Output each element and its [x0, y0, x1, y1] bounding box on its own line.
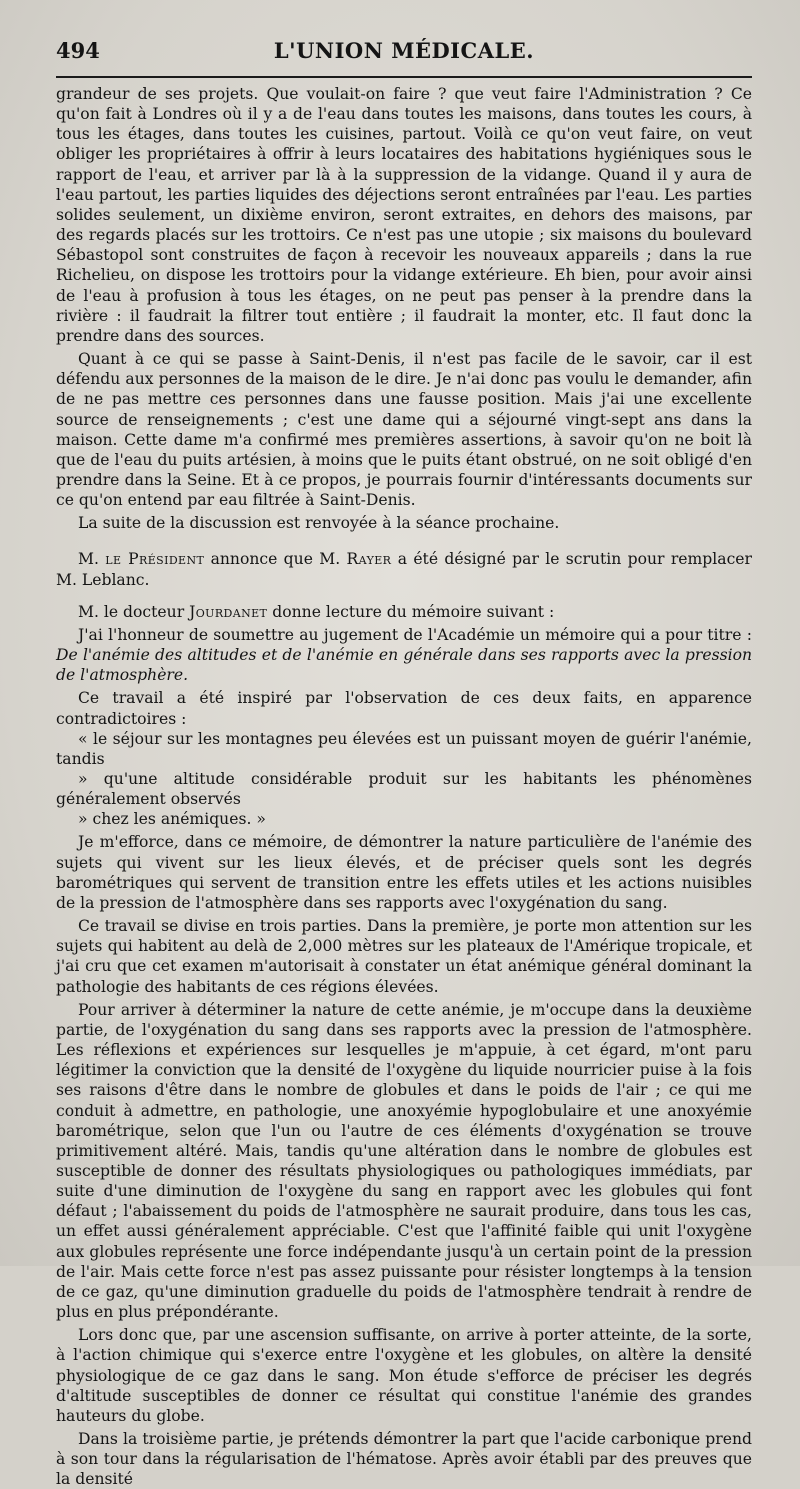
paragraph-objective: Je m'efforce, dans ce mémoire, de démontrer la nature particulière de l'anémie des sujets qui vivent sur les lieux élevés, et de préciser quels sont les degrés barométriques qui servent de transition entre les effets utiles et les actions nuisibles de la pression de l'atmosphère dans ses rapports avec l'oxygénation du sang.	[56, 833, 752, 912]
running-title: L'UNION MÉDICALE.	[273, 38, 535, 63]
paragraph-memoir-title	[56, 625, 752, 685]
paragraph-part-two: Pour arriver à déterminer la nature de cette anémie, je m'occupe dans la deuxième partie, de l'oxygénation du sang dans ses rapports avec la pression de l'atmosphère. Les réflexions et expériences sur lesquelles je m'appuie, à cet égard, m'ont paru légitimer la conviction que la densité de l'oxygène du liquide nourricier puise à la fois ses raisons d'être dans le nombre de globules et dans le poids de l'air ; ce qui me conduit à admettre, en pathologie, une anoxyémie hypoglobulaire et une anoxyémie barométrique, selon que l'un ou l'autre de ces éléments d'oxygénation se trouve primitivement altéré. Mais, tandis qu'une altération dans le nombre de globules est susceptible de donner des résultats physiologiques ou pathologiques immédiats, par suite d'une diminution de l'oxygène du sang en rapport avec les globules qui font défaut ; l'abaissement du poids de l'atmosphère ne saurait produire, dans tous les cas, un effet aussi généralement appréciable. C'est que l'affinité faible qui unit l'oxygène aux globules représente une force indépendante jusqu'à un certain point de la pression de l'air. Mais cette force n'est pas assez puissante pour résister longtemps à la tension de ce gaz, qu'une diminution graduelle du poids de l'atmosphère tendrait à rendre de plus en plus prépondérante.	[56, 1000, 752, 1322]
paragraph-president-announcement	[56, 549, 752, 589]
paragraph-continuation: grandeur de ses projets. Que voulait-on faire ? que veut faire l'Administration ? Ce qu'on fait à Londres où il y a de l'eau dans toutes les maisons, dans toutes les cours, à tous les étages, dans toutes les cuisines, partout. Voilà ce qu'on veut faire, on veut obliger les propriétaires à offrir à leurs locataires des habitations hygiéniques sous le rapport de l'eau, et arriver par là à la suppression de la vidange. Quand il y aura de l'eau partout, les parties liquides des déjections seront entraînées par l'eau. Les parties solides seulement, un dixième environ, seront extraites, en dehors des maisons, par des regards placés sur les trottoirs. Ce n'est pas une utopie ; six maisons du boulevard Sébastopol sont construites de façon à recevoir les nouveaux appareils ; dans la rue Richelieu, on dispose les trottoirs pour la vidange extérieure. Eh bien, pour avoir ainsi de l'eau à profusion à tous les étages, on ne peut pas penser à la prendre dans la rivière : il faudrait la filtrer tout entière ; il faudrait la monter, etc. Il faut donc la prendre dans des sources.	[56, 85, 752, 345]
paragraph-part-one: Ce travail se divise en trois parties. Dans la première, je porte mon attention sur les sujets qui habitent au delà de 2,000 mètres sur les plateaux de l'Amérique tropicale, et j'ai cru que cet examen m'autorisait à constater un état anémique général dominant la pathologie des habitants de ces régions élevées.	[56, 917, 752, 996]
reading-prefix: M. le docteur	[78, 602, 190, 621]
paragraph-discussion-adjourned: La suite de la discussion est renvoyée à la séance prochaine.	[78, 514, 560, 533]
paragraph-jourdanet-reading	[56, 602, 752, 622]
announcement-middle: annonce que M.	[204, 550, 347, 569]
announcement-prefix: M.	[78, 550, 106, 569]
page-header	[56, 38, 752, 72]
page-body	[56, 84, 752, 1489]
inspiration-line-2: « le séjour sur les montagnes peu élevées est un puissant moyen de guérir l'anémie, tandis	[56, 729, 752, 768]
memoir-title: De l'anémie des altitudes et de l'anémie en générale dans ses rapports avec la pression de l'atmosphère.	[56, 646, 752, 685]
paragraph-inspiration	[56, 688, 752, 829]
reading-suffix: donne lecture du mémoire suivant :	[267, 602, 555, 621]
paragraph-saint-denis: Quant à ce qui se passe à Saint-Denis, il n'est pas facile de le savoir, car il est défendu aux personnes de la maison de le dire. Je n'ai donc pas voulu le demander, afin de ne pas mettre ces personnes dans une fausse position. Mais j'ai une excellente source de renseignements ; c'est une dame qui a séjourné vingt-sept ans dans la maison. Cette dame m'a confirmé mes premières assertions, à savoir qu'on ne boit là que de l'eau du puits artésien, à moins que le puits étant obstrué, on ne soit obligé d'en prendre dans la Seine. Et à ce propos, je pourrais fournir d'intéressants documents sur ce qu'on entend par eau filtrée à Saint-Denis.	[56, 350, 752, 510]
paragraph-part-three: Dans la troisième partie, je prétends démontrer la part que l'acide carbonique prend à son tour dans la régularisation de l'hématose. Après avoir établi par des preuves que la densité	[56, 1430, 752, 1489]
header-rule	[56, 76, 752, 78]
memoir-intro: J'ai l'honneur de soumettre au jugement de l'Académie un mémoire qui a pour titre :	[78, 625, 752, 644]
president-title: le Président	[105, 550, 205, 569]
page-number: 494	[56, 38, 100, 63]
inspiration-line-4: » chez les anémiques. »	[78, 810, 266, 829]
jourdanet-name: Jourdanet	[189, 602, 268, 621]
paragraph-ascension: Lors donc que, par une ascension suffisante, on arrive à porter atteinte, de la sorte, à l'action chimique qui s'exerce entre l'oxygène et les globules, on altère la densité physiologique de ce gaz dans le sang. Mon étude s'efforce de préciser les degrés d'altitude susceptibles de donner ce résultat qui constitue l'anémie des grandes hauteurs du globe.	[56, 1326, 752, 1425]
inspiration-line-3: » qu'une altitude considérable produit sur les habitants les phénomènes généralement observés	[56, 770, 752, 809]
rayer-name: Rayer	[346, 550, 392, 569]
announcement-suffix: a été désigné par le scrutin pour remplacer M. Leblanc.	[56, 550, 752, 589]
inspiration-line-1: Ce travail a été inspiré par l'observation de ces deux faits, en apparence contradictoires :	[56, 689, 752, 728]
